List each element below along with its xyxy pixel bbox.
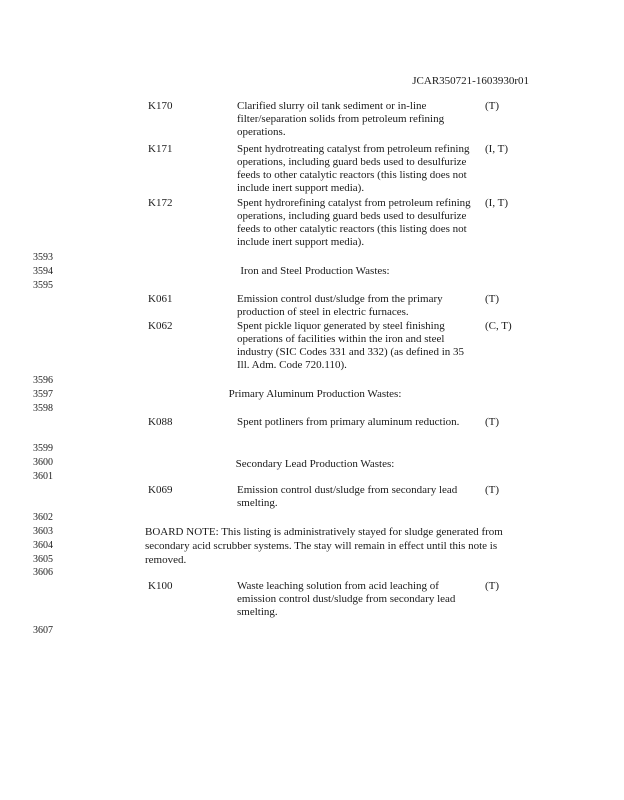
board-note: BOARD NOTE: This listing is administratively stayed for sludge generated from secondary acid scrubber systems. The stay will remain in effect until this note is removed. [145, 526, 503, 566]
waste-description: Spent potliners from primary aluminum reduction. [237, 416, 460, 428]
waste-code: K170 [148, 100, 173, 112]
waste-description: Spent hydrorefining catalyst from petroleum refining operations, including guard beds used to desulfurize feeds to other catalytic reactors (this listing does not include inert support media). [237, 197, 471, 248]
waste-code: K069 [148, 484, 173, 496]
section-heading-iron-steel: Iron and Steel Production Wastes: [240, 265, 390, 277]
line-number: 3606 [33, 567, 53, 578]
line-number: 3596 [33, 375, 53, 386]
line-number: 3604 [33, 540, 53, 551]
line-number: 3597 [33, 389, 53, 400]
hazard-code: (T) [485, 580, 500, 592]
line-number: 3605 [33, 554, 53, 565]
line-number: 3607 [33, 625, 53, 636]
hazard-code: (I, T) [485, 143, 509, 155]
waste-code: K172 [148, 197, 173, 209]
waste-description: Spent hydrotreating catalyst from petroleum refining operations, including guard beds used to desulfurize feeds to other catalytic reactors (this listing does not include inert support media). [237, 143, 470, 194]
waste-description: Clarified slurry oil tank sediment or in-line filter/separation solids from petroleum refining operations. [237, 100, 445, 138]
waste-code: K100 [148, 580, 173, 592]
line-number: 3598 [33, 403, 53, 414]
document-id: JCAR350721-1603930r01 [412, 75, 529, 87]
waste-description: Waste leaching solution from acid leaching of emission control dust/sludge from secondary lead smelting. [237, 580, 456, 618]
hazard-code: (T) [485, 100, 500, 112]
line-number: 3603 [33, 526, 53, 537]
line-number: 3595 [33, 280, 53, 291]
waste-description: Spent pickle liquor generated by steel finishing operations of facilities within the iron and steel industry (SIC Codes 331 and 332) (as defined in 35 Ill. Adm. Code 720.110). [237, 320, 464, 371]
hazard-code: (T) [485, 416, 500, 428]
line-number: 3602 [33, 512, 53, 523]
waste-code: K088 [148, 416, 173, 428]
waste-code: K062 [148, 320, 173, 332]
line-number: 3593 [33, 252, 53, 263]
line-number: 3600 [33, 457, 53, 468]
waste-code: K171 [148, 143, 173, 155]
waste-code: K061 [148, 293, 173, 305]
section-heading-primary-aluminum: Primary Aluminum Production Wastes: [228, 388, 402, 400]
line-number: 3601 [33, 471, 53, 482]
hazard-code: (T) [485, 484, 500, 496]
hazard-code: (T) [485, 293, 500, 305]
section-heading-secondary-lead: Secondary Lead Production Wastes: [235, 458, 395, 470]
waste-description: Emission control dust/sludge from the primary production of steel in electric furnaces. [237, 293, 443, 318]
hazard-code: (I, T) [485, 197, 509, 209]
waste-description: Emission control dust/sludge from secondary lead smelting. [237, 484, 458, 509]
hazard-code: (C, T) [485, 320, 512, 332]
line-number: 3599 [33, 443, 53, 454]
line-number: 3594 [33, 266, 53, 277]
